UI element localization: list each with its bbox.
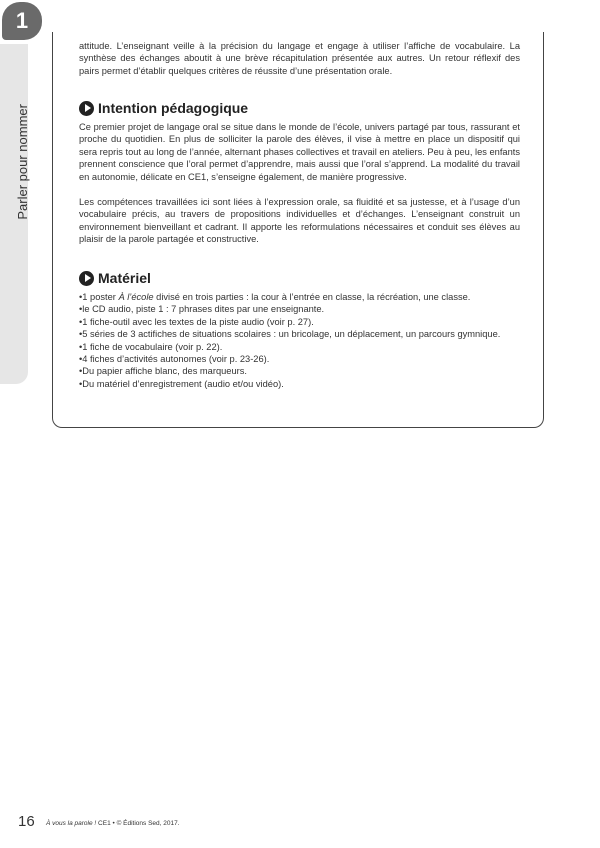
list-item: • 1 fiche de vocabulaire (voir p. 22). (79, 341, 520, 353)
chapter-tab-label: Parler pour nommer (15, 104, 30, 220)
book-title: À vous la parole ! (46, 820, 97, 827)
list-item: • 1 fiche-outil avec les textes de la piste audio (voir p. 27). (79, 316, 520, 328)
chapter-number-badge (2, 2, 42, 40)
list-item: • Du papier affiche blanc, des marqueurs. (79, 365, 520, 377)
materiel-heading (79, 270, 151, 286)
footer-credit: À vous la parole ! CE1 • © Éditions Sed, 2017. (46, 820, 180, 827)
list-item: • 1 poster À l’école divisé en trois parties : la cour à l’entrée en classe, la récréation, une classe. (79, 291, 520, 303)
play-icon (79, 271, 94, 286)
intro-paragraph: attitude. L’enseignant veille à la précision du langage et engage à utiliser l’affiche de vocabulaire. La synthèse des échanges aboutit à une brève récapitulation présentée aux autres. Un retour réflexif des pairs permet d’établir quelques critères de réussite d’une présentation orale. (79, 41, 520, 76)
list-item: • le CD audio, piste 1 : 7 phrases dites par une enseignante. (79, 303, 520, 315)
chapter-side-tab (0, 44, 28, 384)
list-item: • Du matériel d’enregistrement (audio et/ou vidéo). (79, 378, 520, 390)
intention-heading (79, 100, 248, 116)
page-number: 16 (18, 813, 35, 830)
play-icon (79, 101, 94, 116)
intention-paragraph-1: Ce premier projet de langage oral se situe dans le monde de l’école, univers partagé par tous, rassurant et proche du quotidien. En plus de solliciter la parole des élèves, il vise à mettre en place un dispositif qui sera repris tout au long de l’année, alternant phases collectives et travail en ateliers. Peu à peu, les enfants prennent conscience que l’oral permet d’apprendre, mais aussi que l’oral s’apprend. La modalité du travail en autonomie, délicate en CE1, s’enseigne également, de manière progressive. (79, 122, 520, 182)
materiel-list (79, 291, 520, 390)
list-item: • 4 fiches d’activités autonomes (voir p. 23-26). (79, 353, 520, 365)
poster-title: À l’école (118, 292, 154, 302)
materiel-heading-text: Matériel (98, 270, 151, 286)
intention-paragraph-2: Les compétences travaillées ici sont liées à l’expression orale, sa fluidité et sa justesse, et à l’usage d’un vocabulaire précis, au travers de propositions individuelles et d’échanges. L’enseignant construit un environnement bienveillant et cadrant. Il apporte les reformulations nécessaires et conduit ses élèves au plaisir de la parole partagée et constructive. (79, 197, 520, 245)
chapter-number: 1 (15, 8, 29, 33)
list-item: • 5 séries de 3 actifiches de situations scolaires : un bricolage, un déplacement, un parcours gymnique. (79, 328, 520, 340)
intention-heading-text: Intention pédagogique (98, 100, 249, 116)
